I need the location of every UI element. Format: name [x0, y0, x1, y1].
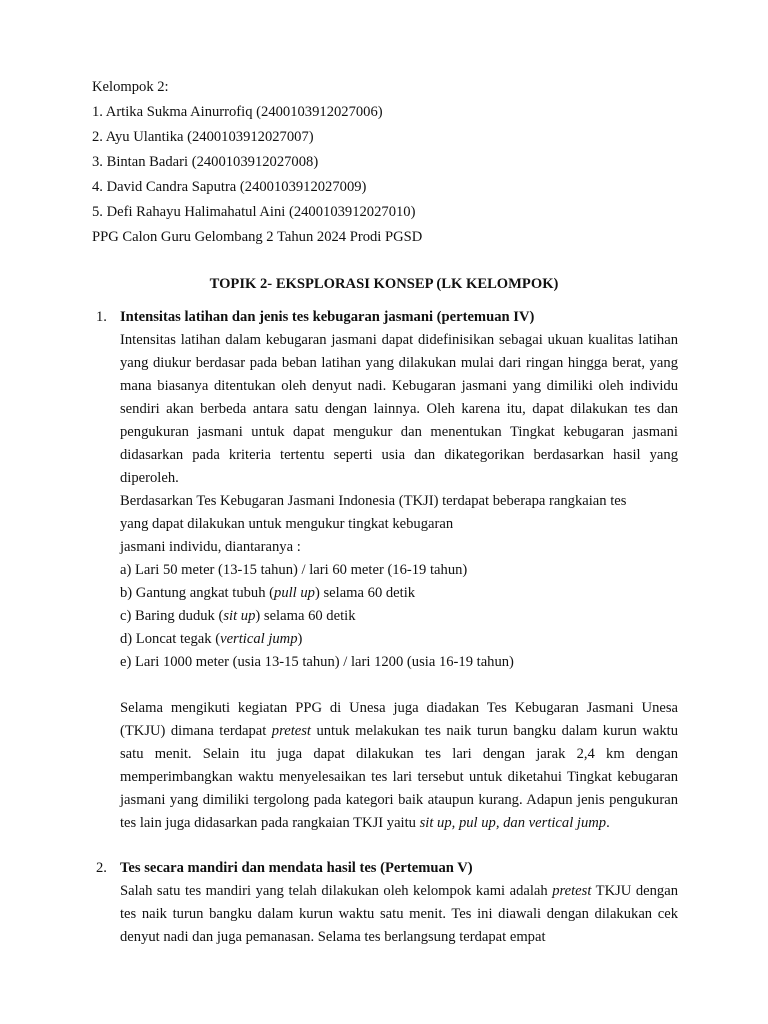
section-1-heading-row	[96, 306, 676, 329]
section-1-intro-line-3: jasmani individu, diantaranya :	[120, 539, 301, 555]
test-list	[120, 559, 678, 674]
test-item-c: c) Baring duduk (sit up) selama 60 detik	[120, 608, 356, 624]
section-1-heading: Intensitas latihan dan jenis tes kebugaran jasmani (pertemuan IV)	[120, 309, 535, 325]
member-3: 3. Bintan Badari (2400103912027008)	[92, 154, 319, 170]
section-1	[96, 306, 676, 835]
section-2	[96, 857, 676, 949]
section-1-intro-line-2: yang dapat dilakukan untuk mengukur tingkat kebugaran	[120, 516, 454, 532]
section-2-heading-row	[96, 857, 676, 880]
member-4: 4. David Candra Saputra (2400103912027009)	[92, 179, 367, 195]
section-1-number: 1.	[96, 309, 107, 325]
section-1-paragraph-1: Intensitas latihan dalam kebugaran jasmani dapat didefinisikan sebagai ukuan kualitas latihan yang diukur berdasar pada beban latihan yang dilakukan mulai dari ringan hingga berat, yang mana biasanya ditentukan oleh denyut nadi. Kebugaran jasmani yang dimiliki oleh individu sendiri akan berbeda antara satu dengan lainnya. Oleh karena itu, dapat dilakukan tes dan pengukuran jasmani untuk dapat mengukur dan menentukan Tingkat kebugaran jasmani didasarkan pada kriteria tertentu seperti usia dan dikategorikan berdasarkan hasil yang diperoleh.	[120, 332, 678, 486]
test-item-a: a) Lari 50 meter (13-15 tahun) / lari 60 meter (16-19 tahun)	[120, 562, 468, 578]
document-title: TOPIK 2- EKSPLORASI KONSEP (LK KELOMPOK)	[209, 276, 559, 292]
group-label: Kelompok 2:	[92, 79, 169, 95]
section-1-paragraph-2: Selama mengikuti kegiatan PPG di Unesa juga diadakan Tes Kebugaran Jasmani Unesa (TKJU) dimana terdapat pretest untuk melakukan tes naik turun bangku dalam kurun waktu satu menit. Selain itu juga dapat dilakukan tes lari dengan jarak 2,4 km dengan memperimbangkan waktu menyelesaikan tes lari tersebut untuk diketahui Tingkat kebugaran jasmani yang dimiliki tergolong pada kategori baik ataupun kurang. Adapun jenis pengukuran tes lain juga didasarkan pada rangkaian TKJI yaitu sit up, pul up, dan vertical jump.	[120, 700, 678, 831]
member-5: 5. Defi Rahayu Halimahatul Aini (2400103912027010)	[92, 204, 416, 220]
member-2: 2. Ayu Ulantika (2400103912027007)	[92, 129, 314, 145]
section-1-intro-line-1: Berdasarkan Tes Kebugaran Jasmani Indonesia (TKJI) terdapat beberapa rangkaian tes	[120, 493, 627, 509]
test-item-e: e) Lari 1000 meter (usia 13-15 tahun) / lari 1200 (usia 16-19 tahun)	[120, 654, 514, 670]
program-line: PPG Calon Guru Gelombang 2 Tahun 2024 Prodi PGSD	[92, 229, 423, 245]
section-2-paragraph: Salah satu tes mandiri yang telah dilakukan oleh kelompok kami adalah pretest TKJU dengan tes naik turun bangku dalam kurun waktu satu menit. Tes ini diawali dengan dilakukan cek denyut nadi dan juga pemanasan. Selama tes berlangsung terdapat empat	[120, 883, 678, 945]
group-header	[92, 75, 692, 250]
section-1-body	[120, 329, 678, 835]
section-2-body	[120, 880, 678, 949]
section-2-heading: Tes secara mandiri dan mendata hasil tes (Pertemuan V)	[120, 860, 473, 876]
member-1: 1. Artika Sukma Ainurrofiq (2400103912027006)	[92, 104, 383, 120]
section-2-number: 2.	[96, 860, 107, 876]
test-item-b: b) Gantung angkat tubuh (pull up) selama 60 detik	[120, 585, 416, 601]
test-item-d: d) Loncat tegak (vertical jump)	[120, 631, 303, 647]
